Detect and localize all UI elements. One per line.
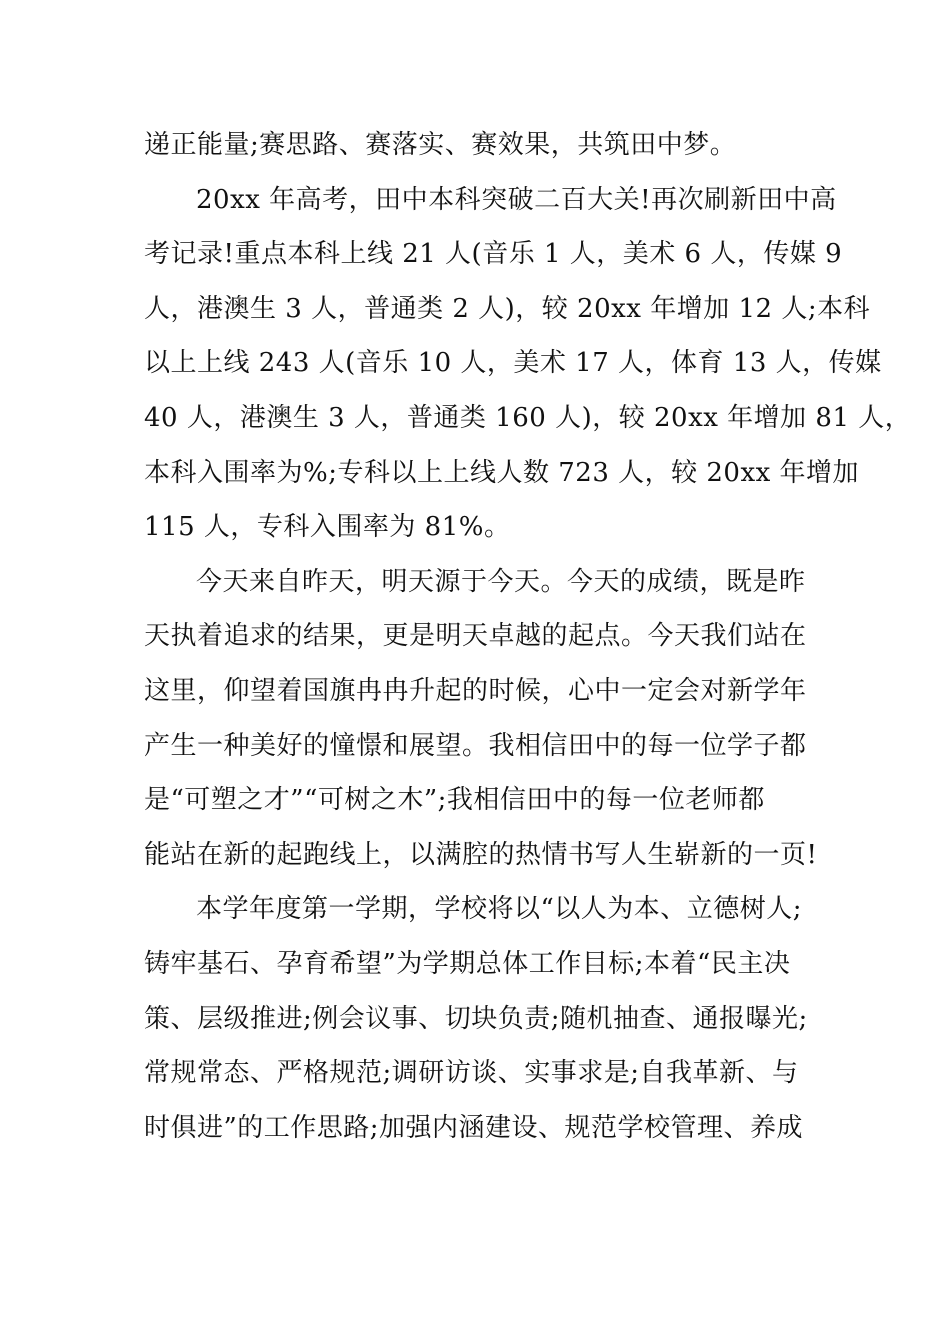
text-line: 是“可塑之才”“可树之木”;我相信田中的每一位老师都	[144, 785, 765, 816]
text-line: 人，港澳生 3 人，普通类 2 人)，较 20xx 年增加 12 人;本科	[144, 293, 871, 324]
text-line: 以上上线 243 人(音乐 10 人，美术 17 人，体育 13 人，传媒	[144, 348, 882, 379]
text-line: 天执着追求的结果，更是明天卓越的起点。今天我们站在	[144, 621, 807, 652]
text-line: 策、层级推进;例会议事、切块负责;随机抽查、通报曝光;	[144, 1003, 808, 1034]
text-line: 40 人，港澳生 3 人，普通类 160 人)，较 20xx 年增加 81 人，	[144, 402, 912, 433]
text-line: 产生一种美好的憧憬和展望。我相信田中的每一位学子都	[144, 730, 807, 761]
text-line: 时俱进”的工作思路;加强内涵建设、规范学校管理、养成	[144, 1112, 804, 1143]
paragraph-start-line: 本学年度第一学期，学校将以“以人为本、立德树人;	[196, 894, 803, 925]
text-line: 这里，仰望着国旗冉冉升起的时候，心中一定会对新学年	[144, 675, 807, 706]
text-line: 本科入围率为%;专科以上上线人数 723 人，较 20xx 年增加	[144, 457, 860, 488]
paragraph-start-line: 今天来自昨天，明天源于今天。今天的成绩，既是昨	[196, 566, 806, 597]
text-line: 115 人，专科入围率为 81%。	[144, 512, 511, 543]
text-line: 常规常态、严格规范;调研访谈、实事求是;自我革新、与	[144, 1058, 799, 1089]
text-line: 递正能量;赛思路、赛落实、赛效果，共筑田中梦。	[144, 130, 737, 160]
text-line: 能站在新的起跑线上，以满腔的热情书写人生崭新的一页!	[144, 839, 818, 870]
body-text	[144, 118, 912, 1155]
paragraph-start-line: 20xx 年高考，田中本科突破二百大关!再次刷新田中高	[196, 184, 837, 215]
text-line: 铸牢基石、孕育希望”为学期总体工作目标;本着“民主决	[144, 948, 791, 979]
text-line: 考记录!重点本科上线 21 人(音乐 1 人，美术 6 人，传媒 9	[144, 239, 843, 270]
